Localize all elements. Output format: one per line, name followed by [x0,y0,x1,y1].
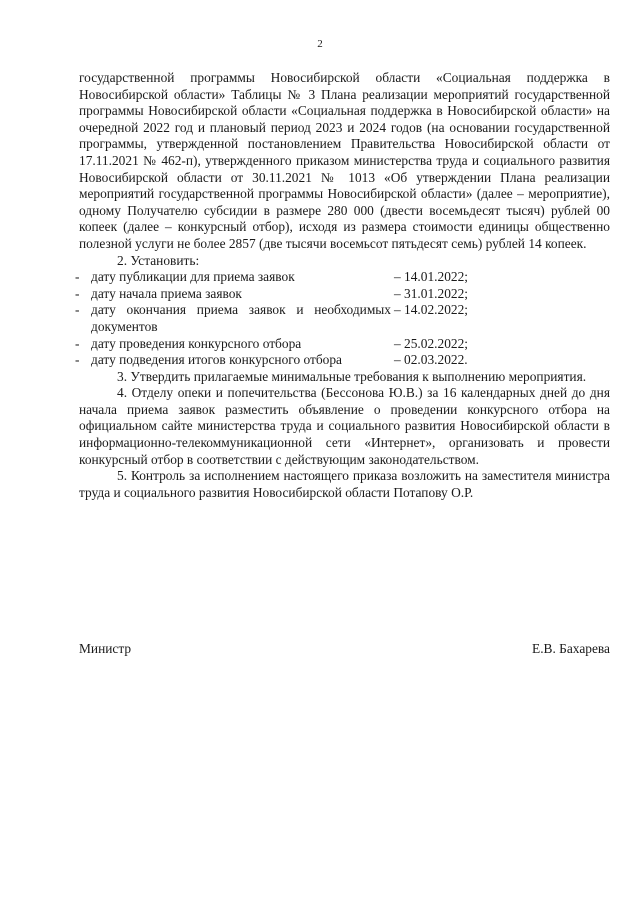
date-label: дату проведения конкурсного отбора [91,335,302,351]
date-label: дату окончания приема заявок и необходимых документов [91,302,391,334]
page-number: 2 [317,38,323,50]
date-value: – 02.03.2022. [394,352,468,368]
item-3-paragraph: 3. Утвердить прилагаемые минимальные требования к выполнению мероприятия. [117,368,587,384]
signature-block [79,640,610,658]
date-value: – 31.01.2022; [394,285,469,301]
date-label: дату начала приема заявок [91,285,242,301]
date-label: дату подведения итогов конкурсного отбора [91,352,343,368]
signatory-name: Е.В. Бахарева [532,641,610,656]
date-value: – 25.02.2022; [394,335,469,351]
list-item [75,269,610,286]
list-dash: - [75,335,80,351]
list-dash: - [75,285,80,301]
item-4-paragraph: 4. Отделу опеки и попечительства (Бессонова Ю.В.) за 16 календарных дней до дня начала приема заявок разместить объявление о проведении конкурсного отбора на официальном сайте министерства труда и социального развития Новосибирской области в информационно-телекоммуникационной сети «Интернет», организовать и провести конкурсный отбор в соответствии с действующим законодательством. [79,385,610,467]
list-item [75,285,610,303]
list-dash: - [75,352,80,368]
list-dash: - [75,269,80,285]
date-value: – 14.01.2022; [394,269,469,285]
list-item [75,352,610,369]
document-body [75,70,610,501]
date-label: дату публикации для приема заявок [91,269,295,285]
item-2-heading: 2. Установить: [117,252,200,268]
list-item [75,335,610,353]
date-value: – 14.02.2022; [394,302,469,318]
item-5-paragraph: 5. Контроль за исполнением настоящего приказа возложить на заместителя министра труда и социального развития Новосибирской области Потапову О.Р. [79,468,610,500]
list-item [75,302,610,335]
list-dash: - [75,302,80,318]
signatory-position: Министр [79,641,132,656]
intro-paragraph: государственной программы Новосибирской области «Социальная поддержка в Новосибирской области» Таблицы № 3 Плана реализации мероприятий государственной программы Новосибирской области «Социальная поддержка в Новосибирской области» на очередной 2022 год и плановый период 2023 и 2024 годов (на основании государственной программы, утвержденной постановлением Правительства Новосибирской области от 17.11.2021 № 462-п), утвержденного приказом министерства труда и социального развития Новосибирской области от 30.11.2021 № 1013 «Об утверждении Плана реализации мероприятий государственной программы Новосибирской области» (далее – мероприятие), одному Получателю субсидии в размере 280 000 (двести восемьдесят тысяч) рублей 00 копеек (далее – конкурсный отбор), исходя из размера стоимости единицы общественно полезной услуги не более 2857 (две тысячи восемьсот пятьдесят семь) рублей 14 копеек. [79,70,610,251]
dates-list [75,269,610,369]
